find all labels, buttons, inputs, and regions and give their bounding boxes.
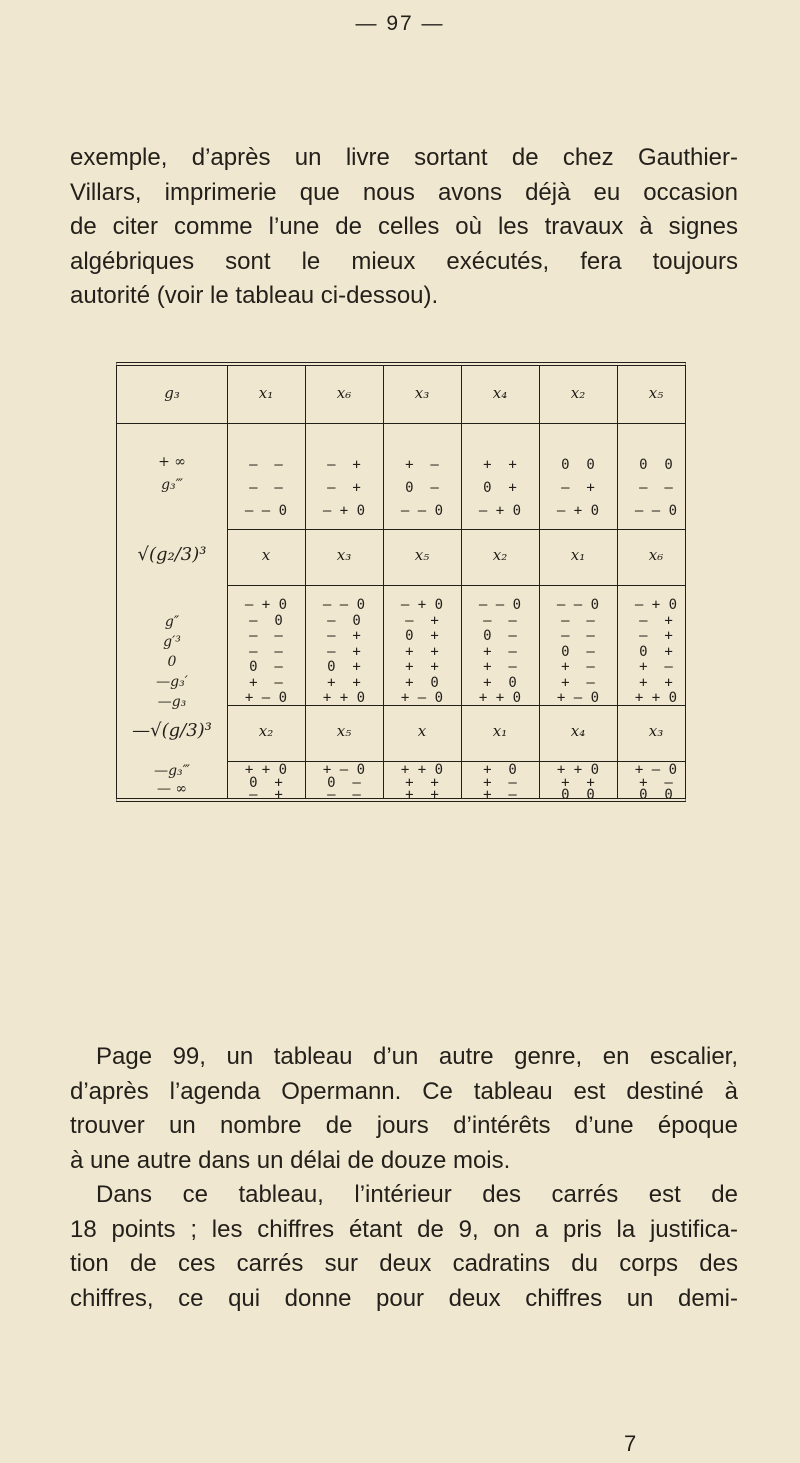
sign-cell: — — 0 — — — — 0 — + — + — + — 0 <box>556 597 600 706</box>
column-header: x₄ <box>492 384 508 402</box>
column-header: x₄ <box>570 722 586 740</box>
row-labels: + ∞ g₃‴ <box>158 454 186 493</box>
sign-cell: — — 0 — — 0 — + — + — + 0 + + 0 <box>478 597 522 706</box>
column-header: x₆ <box>648 546 664 564</box>
radical-label: √(g₂/3)³ <box>137 544 207 565</box>
corner-header: g₃ <box>164 384 180 402</box>
text-line: d’après l’agenda Opermann. Ce tableau est destiné à <box>70 1077 738 1105</box>
top-paragraph <box>70 141 738 314</box>
text-line: à une autre dans un délai de douze mois. <box>70 1146 511 1174</box>
sign-cell: — + — + — + 0 <box>322 457 366 519</box>
row-labels: g″ g′³ 0 —g₃′ —g₃ <box>156 614 188 710</box>
column-header: x₃ <box>336 546 352 564</box>
sign-cell: + + 0 0 + — + <box>244 762 288 803</box>
sign-cell: + — 0 0 — — — <box>322 762 366 803</box>
bottom-paragraph <box>70 1040 738 1316</box>
column-header: x <box>417 722 427 740</box>
column-header: x₅ <box>336 722 352 740</box>
column-header: x₂ <box>258 722 274 740</box>
sign-cell: + + 0 + — + 0 <box>478 457 522 519</box>
signature-mark: 7 <box>624 1431 637 1456</box>
sign-cell: + — 0 + — 0 0 <box>634 762 678 803</box>
text-line: trouver un nombre de jours d’intérêts d’une époque <box>70 1112 738 1139</box>
column-header: x₁ <box>492 722 508 740</box>
sign-cell: — — — — — — 0 <box>244 457 288 519</box>
radical-label: —√(g/3)³ <box>132 720 212 741</box>
sign-cell: 0 0 — + — + 0 <box>556 457 600 519</box>
sign-cell: — + 0 — + 0 + + + + + + 0 + — 0 <box>400 597 444 706</box>
row-labels: —g₃‴ — ∞ <box>154 763 190 797</box>
sign-cell: + 0 + — + — <box>483 762 517 803</box>
column-header: x₂ <box>492 546 508 564</box>
sign-cell: + + 0 + + + + <box>400 762 444 803</box>
column-header: x <box>261 546 271 564</box>
column-header: x₆ <box>336 384 352 402</box>
sign-cell: + + 0 + + 0 0 <box>556 762 600 803</box>
sign-cell: + — 0 — — — 0 <box>400 457 444 519</box>
text-line: 18 points ; les chiffres étant de 9, on a pris la justifica- <box>70 1215 738 1243</box>
text-line: Dans ce tableau, l’intérieur des carrés est de <box>96 1181 738 1208</box>
text-line: Page 99, un tableau d’un autre genre, en escalier, <box>96 1043 738 1070</box>
sign-cell: 0 0 — — — — 0 <box>634 457 678 519</box>
sign-cell: — + 0 — 0 — — — — 0 — + — + — 0 <box>244 597 288 706</box>
text-line: exemple, d’après un livre sortant de chez Gauthier- <box>70 144 738 171</box>
sign-cell: — + 0 — + — + 0 + + — + + + + 0 <box>634 597 678 706</box>
page-number: — 97 — <box>355 12 445 35</box>
column-header: x₅ <box>414 546 430 564</box>
sign-cell: — — 0 — 0 — + — + 0 + + + + + 0 <box>322 597 366 706</box>
text-line: Villars, imprimerie que nous avons déjà eu occasion <box>70 178 738 206</box>
column-header: x₅ <box>648 384 664 402</box>
text-line: chiffres, ce qui donne pour deux chiffres un demi- <box>70 1284 738 1312</box>
text-line: tion de ces carrés sur deux cadratins du corps des <box>70 1250 738 1277</box>
sign-table <box>116 362 686 802</box>
text-line: algébriques sont le mieux exécutés, fera toujours <box>70 247 738 275</box>
column-header: x₃ <box>414 384 430 402</box>
column-header: x₁ <box>570 546 586 564</box>
text-line: autorité (voir le tableau ci-dessou​). <box>70 282 439 309</box>
column-header: x₁ <box>258 384 274 402</box>
column-header: x₂ <box>570 384 586 402</box>
text-line: de citer comme l’une de celles où les travaux à signes <box>70 213 738 240</box>
column-header: x₃ <box>648 722 664 740</box>
